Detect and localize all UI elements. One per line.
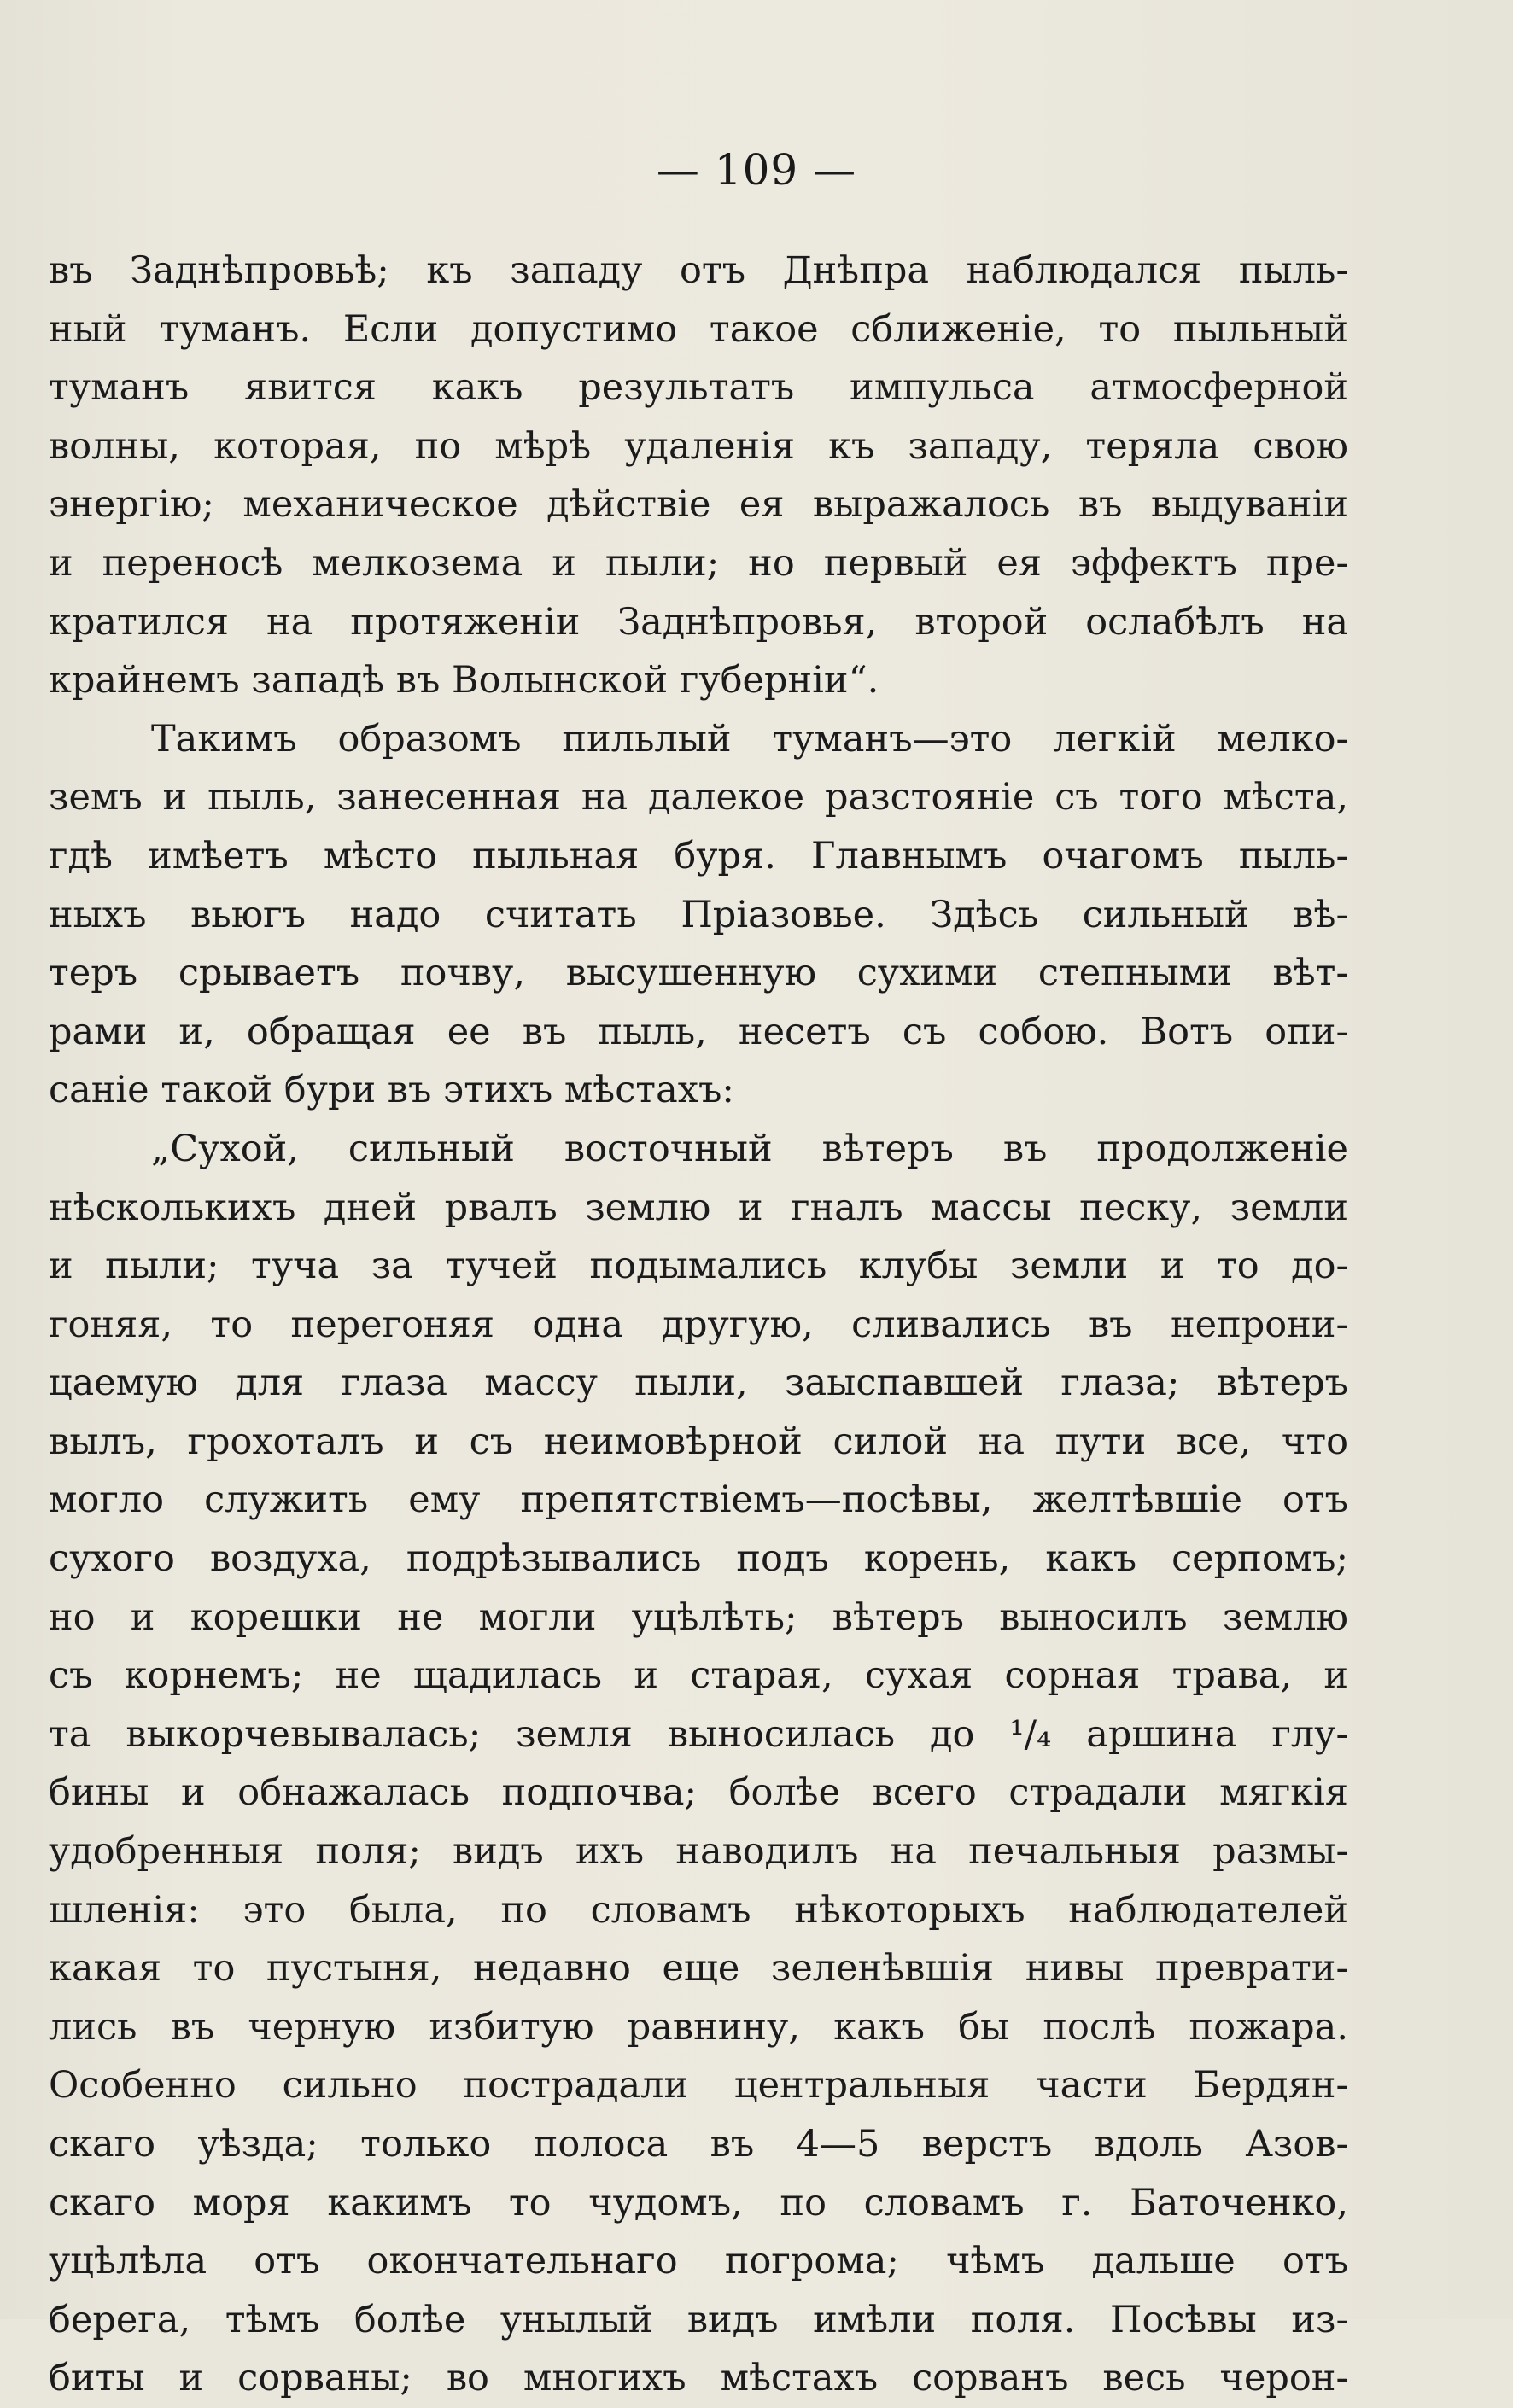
text-line: но и корешки не могли уцѣлѣть; вѣтеръ выносилъ землю	[49, 1595, 1348, 1639]
text-line: крайнемъ западѣ въ Волынской губернiи“.	[49, 659, 879, 703]
text-line: нѣсколькихъ дней рвалъ землю и гналъ массы песку, земли	[49, 1186, 1348, 1229]
text-line: теръ срываетъ почву, высушенную сухими степными вѣт-	[49, 952, 1348, 995]
text-line: лись въ черную избитую равнину, какъ бы послѣ пожара.	[49, 2005, 1348, 2049]
text-line: и пыли; туча за тучей подымались клубы земли и то до-	[49, 1245, 1348, 1288]
text-line: вылъ, грохоталъ и съ неимовѣрной силой на пути все, что	[49, 1420, 1348, 1463]
text-line: могло служить ему препятствiемъ—посѣвы, желтѣвшiе отъ	[49, 1478, 1348, 1522]
text-line: какая то пустыня, недавно еще зеленѣвшiя нивы преврати-	[49, 1947, 1348, 1991]
text-line: земъ и пыль, занесенная на далекое разстоянiе съ того мѣста,	[49, 776, 1348, 819]
text-line: „Сухой, сильный восточный вѣтеръ въ продолженiе	[151, 1127, 1348, 1170]
text-line: и переносѣ мелкозема и пыли; но первый ея эффектъ пре-	[49, 541, 1348, 585]
text-line: гоняя, то перегоняя одна другую, сливались въ непрони-	[49, 1303, 1348, 1346]
text-line: гдѣ имѣетъ мѣсто пыльная буря. Главнымъ очагомъ пыль-	[49, 834, 1348, 877]
text-line: туманъ явится какъ результатъ импульса атмосферной	[49, 366, 1348, 410]
body-text	[49, 242, 1348, 2408]
text-line: уцѣлѣла отъ окончательнаго погрома; чѣмъ дальше отъ	[49, 2240, 1348, 2283]
text-line: скаго моря какимъ то чудомъ, по словамъ г. Баточенко,	[49, 2181, 1348, 2224]
text-line: берега, тѣмъ болѣе унылый видъ имѣли поля. Посѣвы из-	[49, 2298, 1348, 2341]
text-line: та выкорчевывалась; земля выносилась до ¹/₄ аршина глу-	[49, 1712, 1348, 1756]
text-line: ный туманъ. Если допустимо такое сближенiе, то пыльный	[49, 307, 1348, 351]
text-line: энергiю; механическое дѣйствiе ея выражалось въ выдуваніи	[49, 483, 1348, 527]
text-line: съ корнемъ; не щадилась и старая, сухая сорная трава, и	[49, 1654, 1348, 1698]
page-number: — 109 —	[656, 145, 857, 195]
text-line: въ Заднѣпровьѣ; къ западу отъ Днѣпра наблюдался пыль-	[49, 249, 1348, 292]
text-line: Особенно сильно пострадали центральныя части Бердян-	[49, 2064, 1348, 2108]
text-line: бины и обнажалась подпочва; болѣе всего страдали мягкiя	[49, 1771, 1348, 1815]
text-line: кратился на протяженiи Заднѣпровья, второй ослабѣлъ на	[49, 600, 1348, 644]
text-line: санiе такой бури въ этихъ мѣстахъ:	[49, 1069, 734, 1112]
text-line: биты и сорваны; во многихъ мѣстахъ сорванъ весь черон-	[49, 2357, 1348, 2400]
text-line: Такимъ образомъ пильлый туманъ—это легкiй мелко-	[151, 717, 1348, 761]
text-line: волны, которая, по мѣрѣ удаленiя къ западу, теряла свою	[49, 424, 1348, 468]
text-line: удобренныя поля; видъ ихъ наводилъ на печальныя размы-	[49, 1830, 1348, 1874]
text-line: шленiя: это была, по словамъ нѣкоторыхъ наблюдателей	[49, 1888, 1348, 1932]
text-line: сухого воздуха, подрѣзывались подъ корень, какъ серпомъ;	[49, 1537, 1348, 1581]
text-line: ныхъ вьюгъ надо считать Прiазовье. Здѣсь сильный вѣ-	[49, 893, 1348, 936]
text-line: цаемую для глаза массу пыли, заыспавшей глаза; вѣтеръ	[49, 1361, 1348, 1405]
text-line: скаго уѣзда; только полоса въ 4—5 верстъ вдоль Азов-	[49, 2123, 1348, 2166]
text-line: рами и, обращая ее въ пыль, несетъ съ собою. Вотъ опи-	[49, 1010, 1348, 1053]
